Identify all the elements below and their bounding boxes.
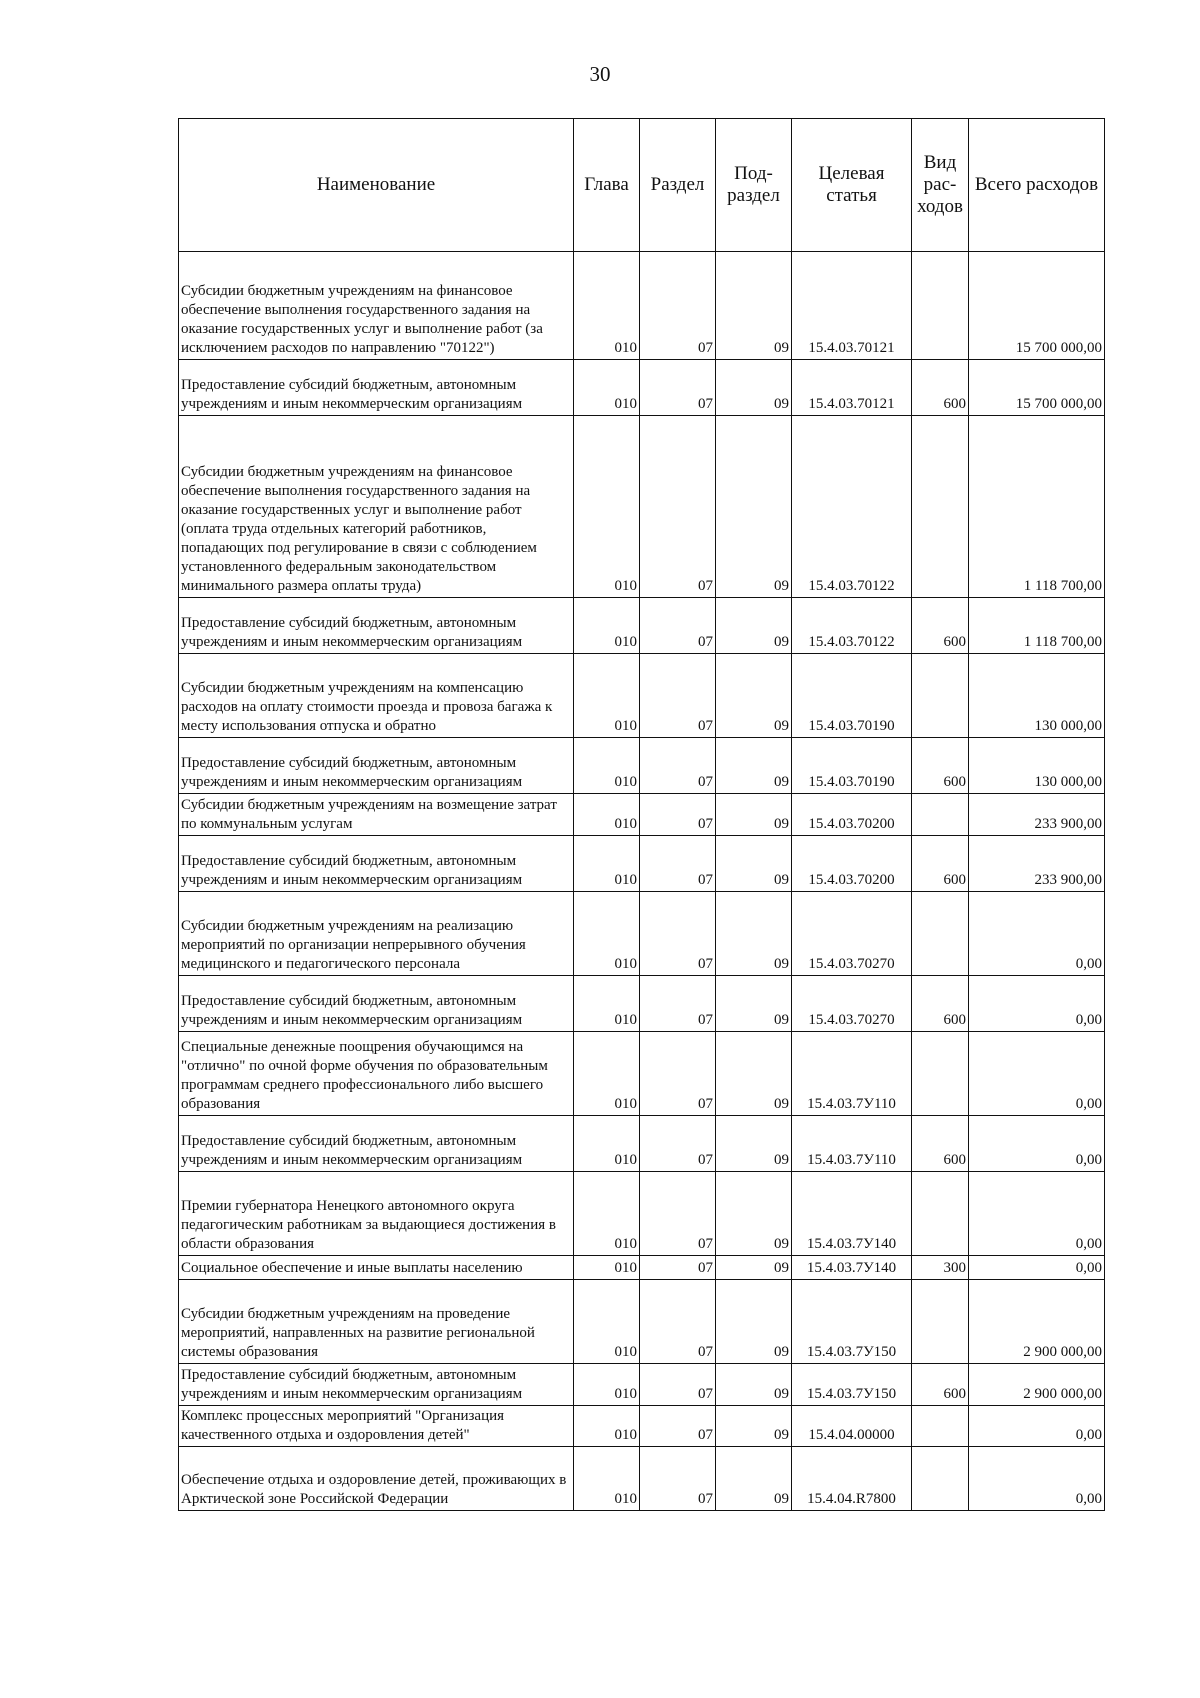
cell-subsection: 09 [716,1256,792,1280]
table-row [179,794,1105,836]
cell-total: 2 900 000,00 [969,1364,1105,1406]
header-total: Всего расходов [969,119,1105,252]
table-row [179,416,1105,598]
cell-name: Субсидии бюджетным учреждениям на возмещение затрат по коммунальным услугам [179,794,574,836]
cell-total: 15 700 000,00 [969,360,1105,416]
header-subsection: Под-раздел [716,119,792,252]
header-chapter: Глава [574,119,640,252]
cell-chapter: 010 [574,1364,640,1406]
cell-expense-type [912,1447,969,1511]
cell-subsection: 09 [716,1447,792,1511]
cell-section: 07 [640,654,716,738]
cell-name: Субсидии бюджетным учреждениям на компенсацию расходов на оплату стоимости проезда и провоза багажа к месту использования отпуска и обратно [179,654,574,738]
table-row [179,654,1105,738]
header-target-item: Целевая статья [792,119,912,252]
cell-total: 0,00 [969,1256,1105,1280]
cell-subsection: 09 [716,836,792,892]
cell-target-item: 15.4.03.70200 [792,836,912,892]
table-row [179,1447,1105,1511]
budget-table [178,118,1105,1511]
table-row [179,892,1105,976]
cell-section: 07 [640,794,716,836]
cell-section: 07 [640,738,716,794]
cell-chapter: 010 [574,1256,640,1280]
table-row [179,1406,1105,1447]
cell-subsection: 09 [716,794,792,836]
cell-section: 07 [640,1256,716,1280]
table-row [179,1116,1105,1172]
cell-target-item: 15.4.03.70270 [792,892,912,976]
cell-total: 0,00 [969,1406,1105,1447]
cell-subsection: 09 [716,416,792,598]
cell-target-item: 15.4.03.70270 [792,976,912,1032]
cell-name: Комплекс процессных мероприятий "Организация качественного отдыха и оздоровления детей" [179,1406,574,1447]
cell-chapter: 010 [574,598,640,654]
cell-chapter: 010 [574,1032,640,1116]
cell-chapter: 010 [574,976,640,1032]
cell-section: 07 [640,252,716,360]
table-row [179,1280,1105,1364]
cell-expense-type [912,252,969,360]
table-row [179,1172,1105,1256]
cell-target-item: 15.4.03.70190 [792,654,912,738]
cell-subsection: 09 [716,1280,792,1364]
cell-expense-type: 600 [912,836,969,892]
cell-section: 07 [640,1364,716,1406]
table-row [179,598,1105,654]
cell-name: Предоставление субсидий бюджетным, автономным учреждениям и иным некоммерческим организациям [179,1364,574,1406]
cell-chapter: 010 [574,1280,640,1364]
cell-target-item: 15.4.03.7У150 [792,1364,912,1406]
table-row [179,738,1105,794]
cell-chapter: 010 [574,416,640,598]
cell-chapter: 010 [574,252,640,360]
cell-total: 0,00 [969,892,1105,976]
cell-total: 1 118 700,00 [969,416,1105,598]
cell-subsection: 09 [716,1364,792,1406]
cell-chapter: 010 [574,654,640,738]
cell-subsection: 09 [716,1172,792,1256]
cell-name: Субсидии бюджетным учреждениям на проведение мероприятий, направленных на развитие региональной системы образования [179,1280,574,1364]
cell-total: 0,00 [969,1447,1105,1511]
cell-section: 07 [640,598,716,654]
table-row [179,836,1105,892]
cell-expense-type: 600 [912,976,969,1032]
cell-name: Предоставление субсидий бюджетным, автономным учреждениям и иным некоммерческим организациям [179,598,574,654]
cell-chapter: 010 [574,1172,640,1256]
cell-name: Предоставление субсидий бюджетным, автономным учреждениям и иным некоммерческим организациям [179,1116,574,1172]
cell-total: 233 900,00 [969,836,1105,892]
cell-target-item: 15.4.03.7У140 [792,1172,912,1256]
cell-section: 07 [640,836,716,892]
cell-total: 15 700 000,00 [969,252,1105,360]
cell-chapter: 010 [574,738,640,794]
table-row [179,976,1105,1032]
cell-chapter: 010 [574,1406,640,1447]
cell-expense-type: 600 [912,360,969,416]
cell-subsection: 09 [716,1032,792,1116]
cell-name: Премии губернатора Ненецкого автономного округа педагогическим работникам за выдающиеся достижения в области образования [179,1172,574,1256]
cell-target-item: 15.4.03.70190 [792,738,912,794]
header-expense-type: Вид рас-ходов [912,119,969,252]
table-row [179,360,1105,416]
page-number: 30 [589,62,611,86]
cell-total: 130 000,00 [969,738,1105,794]
cell-chapter: 010 [574,794,640,836]
cell-subsection: 09 [716,976,792,1032]
cell-subsection: 09 [716,1116,792,1172]
header-section: Раздел [640,119,716,252]
cell-subsection: 09 [716,252,792,360]
cell-subsection: 09 [716,654,792,738]
cell-total: 233 900,00 [969,794,1105,836]
cell-total: 0,00 [969,976,1105,1032]
cell-subsection: 09 [716,738,792,794]
cell-target-item: 15.4.04.00000 [792,1406,912,1447]
cell-expense-type [912,1032,969,1116]
cell-name: Субсидии бюджетным учреждениям на финансовое обеспечение выполнения государственного задания на оказание государственных услуг и выполнение работ (за исключением расходов по направлению "70122") [179,252,574,360]
cell-total: 0,00 [969,1172,1105,1256]
cell-section: 07 [640,416,716,598]
cell-section: 07 [640,1116,716,1172]
cell-section: 07 [640,1172,716,1256]
cell-chapter: 010 [574,1447,640,1511]
table-row [179,1032,1105,1116]
cell-section: 07 [640,1406,716,1447]
cell-expense-type [912,416,969,598]
cell-target-item: 15.4.03.7У150 [792,1280,912,1364]
table-row [179,1256,1105,1280]
cell-subsection: 09 [716,360,792,416]
header-row [179,119,1105,252]
cell-name: Предоставление субсидий бюджетным, автономным учреждениям и иным некоммерческим организациям [179,836,574,892]
cell-target-item: 15.4.03.70200 [792,794,912,836]
cell-total: 0,00 [969,1116,1105,1172]
cell-target-item: 15.4.03.70121 [792,252,912,360]
cell-subsection: 09 [716,892,792,976]
header-name: Наименование [179,119,574,252]
cell-expense-type: 600 [912,1364,969,1406]
table-row [179,252,1105,360]
cell-target-item: 15.4.03.70121 [792,360,912,416]
cell-expense-type: 600 [912,738,969,794]
cell-section: 07 [640,1447,716,1511]
table-row [179,1364,1105,1406]
cell-section: 07 [640,1032,716,1116]
cell-expense-type: 300 [912,1256,969,1280]
cell-name: Обеспечение отдыха и оздоровление детей, проживающих в Арктической зоне Российской Федерации [179,1447,574,1511]
cell-total: 130 000,00 [969,654,1105,738]
cell-total: 2 900 000,00 [969,1280,1105,1364]
cell-total: 0,00 [969,1032,1105,1116]
cell-target-item: 15.4.03.7У110 [792,1116,912,1172]
cell-name: Предоставление субсидий бюджетным, автономным учреждениям и иным некоммерческим организациям [179,360,574,416]
cell-subsection: 09 [716,598,792,654]
cell-section: 07 [640,1280,716,1364]
cell-name: Социальное обеспечение и иные выплаты населению [179,1256,574,1280]
cell-expense-type [912,654,969,738]
cell-target-item: 15.4.03.7У140 [792,1256,912,1280]
cell-target-item: 15.4.03.70122 [792,416,912,598]
cell-name: Предоставление субсидий бюджетным, автономным учреждениям и иным некоммерческим организациям [179,738,574,794]
cell-total: 1 118 700,00 [969,598,1105,654]
cell-section: 07 [640,360,716,416]
cell-name: Предоставление субсидий бюджетным, автономным учреждениям и иным некоммерческим организациям [179,976,574,1032]
cell-chapter: 010 [574,892,640,976]
cell-subsection: 09 [716,1406,792,1447]
cell-section: 07 [640,976,716,1032]
cell-name: Субсидии бюджетным учреждениям на финансовое обеспечение выполнения государственного задания на оказание государственных услуг и выполнение работ (оплата труда отдельных категорий работников, попадающих под регулирование в связи с соблюдением установленного федеральным законодательством минимального размера оплаты труда) [179,416,574,598]
cell-expense-type [912,794,969,836]
cell-target-item: 15.4.03.7У110 [792,1032,912,1116]
cell-expense-type [912,1406,969,1447]
cell-expense-type: 600 [912,598,969,654]
cell-name: Специальные денежные поощрения обучающимся на "отлично" по очной форме обучения по образовательным программам среднего профессионального либо высшего образования [179,1032,574,1116]
cell-target-item: 15.4.04.R7800 [792,1447,912,1511]
cell-chapter: 010 [574,836,640,892]
cell-expense-type [912,1280,969,1364]
cell-target-item: 15.4.03.70122 [792,598,912,654]
cell-expense-type [912,892,969,976]
cell-chapter: 010 [574,360,640,416]
cell-section: 07 [640,892,716,976]
cell-name: Субсидии бюджетным учреждениям на реализацию мероприятий по организации непрерывного обучения медицинского и педагогического персонала [179,892,574,976]
cell-expense-type [912,1172,969,1256]
cell-chapter: 010 [574,1116,640,1172]
cell-expense-type: 600 [912,1116,969,1172]
